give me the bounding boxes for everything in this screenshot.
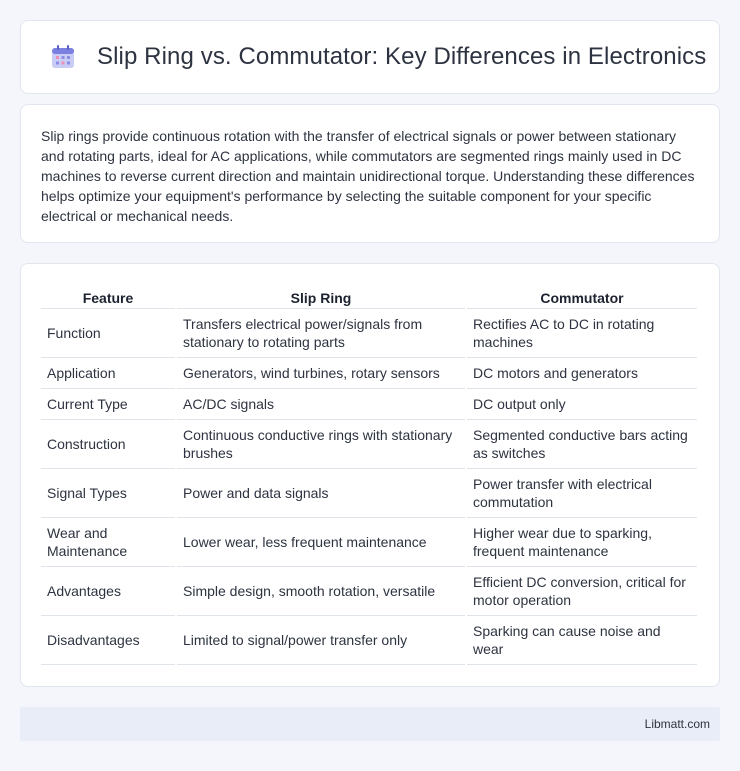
table-row — [41, 469, 697, 518]
comparison-table-card — [20, 263, 720, 687]
feature-cell: Wear and Maintenance — [41, 518, 175, 567]
commutator-cell: Power transfer with electrical commutation — [467, 469, 697, 518]
feature-cell: Disadvantages — [41, 616, 175, 665]
table-row — [41, 518, 697, 567]
slip-ring-cell: Continuous conductive rings with stationary brushes — [177, 420, 465, 469]
table-row — [41, 358, 697, 389]
page-title: Slip Ring vs. Commutator: Key Differences in Electronics — [97, 43, 707, 70]
feature-cell: Application — [41, 358, 175, 389]
table-row — [41, 420, 697, 469]
slip-ring-cell: Transfers electrical power/signals from stationary to rotating parts — [177, 309, 465, 358]
comparison-table — [39, 284, 699, 665]
commutator-cell: Efficient DC conversion, critical for motor operation — [467, 567, 697, 616]
feature-cell: Function — [41, 309, 175, 358]
column-header-feature: Feature — [41, 284, 175, 309]
calendar-icon — [49, 43, 77, 71]
commutator-cell: Higher wear due to sparking, frequent maintenance — [467, 518, 697, 567]
feature-cell: Signal Types — [41, 469, 175, 518]
column-header-commutator: Commutator — [467, 284, 697, 309]
feature-cell: Current Type — [41, 389, 175, 420]
slip-ring-cell: AC/DC signals — [177, 389, 465, 420]
slip-ring-cell: Lower wear, less frequent maintenance — [177, 518, 465, 567]
commutator-cell: DC motors and generators — [467, 358, 697, 389]
intro-text: Slip rings provide continuous rotation with the transfer of electrical signals or power between stationary and rotating parts, ideal for AC applications, while commutators are segmented rings mainly used in DC machines to reverse current direction and maintain unidirectional torque. Understanding these differences helps optimize your equipment's performance by selecting the suitable component for your specific electrical or mechanical needs. — [41, 128, 695, 224]
table-row — [41, 567, 697, 616]
table-header-row — [41, 284, 697, 309]
commutator-cell: DC output only — [467, 389, 697, 420]
table-row — [41, 309, 697, 358]
table-row — [41, 389, 697, 420]
footer-site-link[interactable]: Libmatt.com — [644, 717, 710, 731]
slip-ring-cell: Power and data signals — [177, 469, 465, 518]
column-header-slip-ring: Slip Ring — [177, 284, 465, 309]
feature-cell: Advantages — [41, 567, 175, 616]
commutator-cell: Segmented conductive bars acting as switches — [467, 420, 697, 469]
intro-card — [20, 104, 720, 243]
slip-ring-cell: Limited to signal/power transfer only — [177, 616, 465, 665]
table-row — [41, 616, 697, 665]
slip-ring-cell: Generators, wind turbines, rotary sensors — [177, 358, 465, 389]
commutator-cell: Rectifies AC to DC in rotating machines — [467, 309, 697, 358]
commutator-cell: Sparking can cause noise and wear — [467, 616, 697, 665]
header-card — [20, 20, 720, 94]
slip-ring-cell: Simple design, smooth rotation, versatile — [177, 567, 465, 616]
footer — [20, 707, 720, 741]
feature-cell: Construction — [41, 420, 175, 469]
